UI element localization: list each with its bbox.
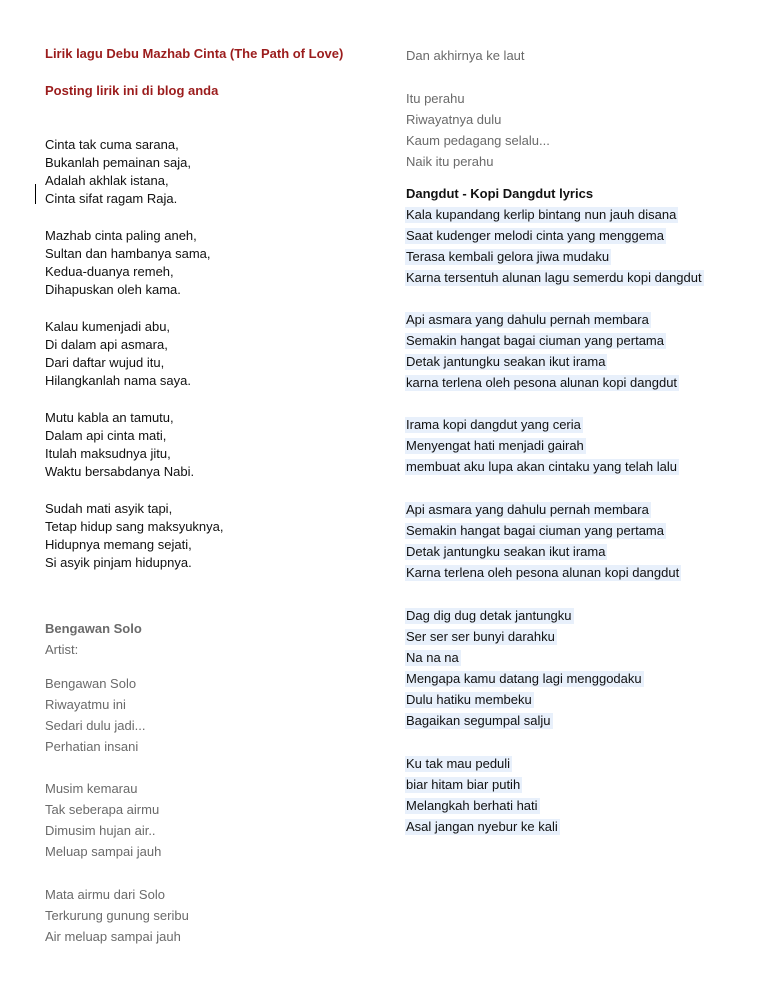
lyric-line: Detak jantungku seakan ikut irama (406, 544, 606, 559)
lyric-line: Semakin hangat bagai ciuman yang pertama (406, 523, 664, 538)
lyric-line: Hilangkanlah nama saya. (45, 373, 191, 388)
lyric-line: Adalah akhlak istana, (45, 173, 169, 188)
lyric-line: Itu perahu (406, 91, 465, 106)
lyric-line: Kaum pedagang selalu... (406, 133, 550, 148)
lyric-line: Cinta sifat ragam Raja. (45, 191, 178, 206)
lyric-line: Perhatian insani (45, 739, 139, 754)
lyric-line: Api asmara yang dahulu pernah membara (406, 502, 649, 517)
lyric-line: Dari daftar wujud itu, (45, 355, 165, 370)
lyric-line: Kalau kumenjadi abu, (45, 319, 171, 334)
bengawan-title: Bengawan Solo (45, 621, 142, 636)
lyric-line: Mengapa kamu datang lagi menggodaku (406, 671, 642, 686)
lyric-line: Saat kudenger melodi cinta yang menggema (406, 228, 664, 243)
lyric-line: Dan akhirnya ke laut (406, 48, 525, 63)
lyric-line: Itulah maksudnya jitu, (45, 446, 171, 461)
lyric-line: Cinta tak cuma sarana, (45, 137, 179, 152)
lyric-line: Dag dig dug detak jantungku (406, 608, 572, 623)
lyric-line: Bengawan Solo (45, 676, 137, 691)
lyric-line: karna terlena oleh pesona alunan kopi dangdut (406, 375, 678, 390)
lyric-line: Tak seberapa airmu (45, 802, 160, 817)
lyric-line: Sultan dan hambanya sama, (45, 246, 211, 261)
lyric-line: Riwayatnya dulu (406, 112, 502, 127)
lyric-line: Bagaikan segumpal salju (406, 713, 551, 728)
lyric-line: Menyengat hati menjadi gairah (406, 438, 584, 453)
lyric-line: Karna terlena oleh pesona alunan kopi dangdut (406, 565, 680, 580)
lyric-line: Api asmara yang dahulu pernah membara (406, 312, 649, 327)
text-cursor (35, 184, 36, 204)
lyrics-title: Lirik lagu Debu Mazhab Cinta (The Path of Love) (45, 46, 344, 61)
lyric-line: Naik itu perahu (406, 154, 494, 169)
post-lyrics-link[interactable]: Posting lirik ini di blog anda (45, 83, 219, 98)
lyric-line: Na na na (406, 650, 459, 665)
lyric-line: Tetap hidup sang maksyuknya, (45, 519, 224, 534)
lyric-line: Asal jangan nyebur ke kali (406, 819, 558, 834)
lyric-line: Mutu kabla an tamutu, (45, 410, 174, 425)
lyric-line: Dalam api cinta mati, (45, 428, 167, 443)
lyric-line: biar hitam biar putih (406, 777, 521, 792)
lyric-line: Dimusim hujan air.. (45, 823, 156, 838)
lyric-line: Kedua-duanya remeh, (45, 264, 174, 279)
lyric-line: Riwayatmu ini (45, 697, 126, 712)
lyric-line: Ser ser ser bunyi darahku (406, 629, 555, 644)
lyric-line: Semakin hangat bagai ciuman yang pertama (406, 333, 664, 348)
lyric-line: Sedari dulu jadi... (45, 718, 146, 733)
dangdut-title: Dangdut - Kopi Dangdut lyrics (406, 186, 594, 201)
lyric-line: Melangkah berhati hati (406, 798, 538, 813)
lyric-line: Waktu bersabdanya Nabi. (45, 464, 195, 479)
lyric-line: Hidupnya memang sejati, (45, 537, 192, 552)
lyric-line: membuat aku lupa akan cintaku yang telah lalu (406, 459, 678, 474)
lyric-line: Kala kupandang kerlip bintang nun jauh disana (406, 207, 677, 222)
lyric-line: Karna tersentuh alunan lagu semerdu kopi dangdut (406, 270, 702, 285)
lyric-line: Meluap sampai jauh (45, 844, 162, 859)
lyric-line: Mata airmu dari Solo (45, 887, 165, 902)
lyric-line: Bukanlah pemainan saja, (45, 155, 191, 170)
bengawan-artist: Artist: (45, 642, 79, 657)
lyric-line: Si asyik pinjam hidupnya. (45, 555, 192, 570)
lyric-line: Di dalam api asmara, (45, 337, 168, 352)
lyric-line: Terkurung gunung seribu (45, 908, 189, 923)
lyric-line: Mazhab cinta paling aneh, (45, 228, 197, 243)
lyric-line: Ku tak mau peduli (406, 756, 511, 771)
lyric-line: Musim kemarau (45, 781, 138, 796)
lyric-line: Air meluap sampai jauh (45, 929, 181, 944)
lyric-line: Terasa kembali gelora jiwa mudaku (406, 249, 610, 264)
lyric-line: Irama kopi dangdut yang ceria (406, 417, 581, 432)
lyric-line: Detak jantungku seakan ikut irama (406, 354, 606, 369)
lyric-line: Sudah mati asyik tapi, (45, 501, 173, 516)
lyric-line: Dihapuskan oleh kama. (45, 282, 181, 297)
lyric-line: Dulu hatiku membeku (406, 692, 532, 707)
